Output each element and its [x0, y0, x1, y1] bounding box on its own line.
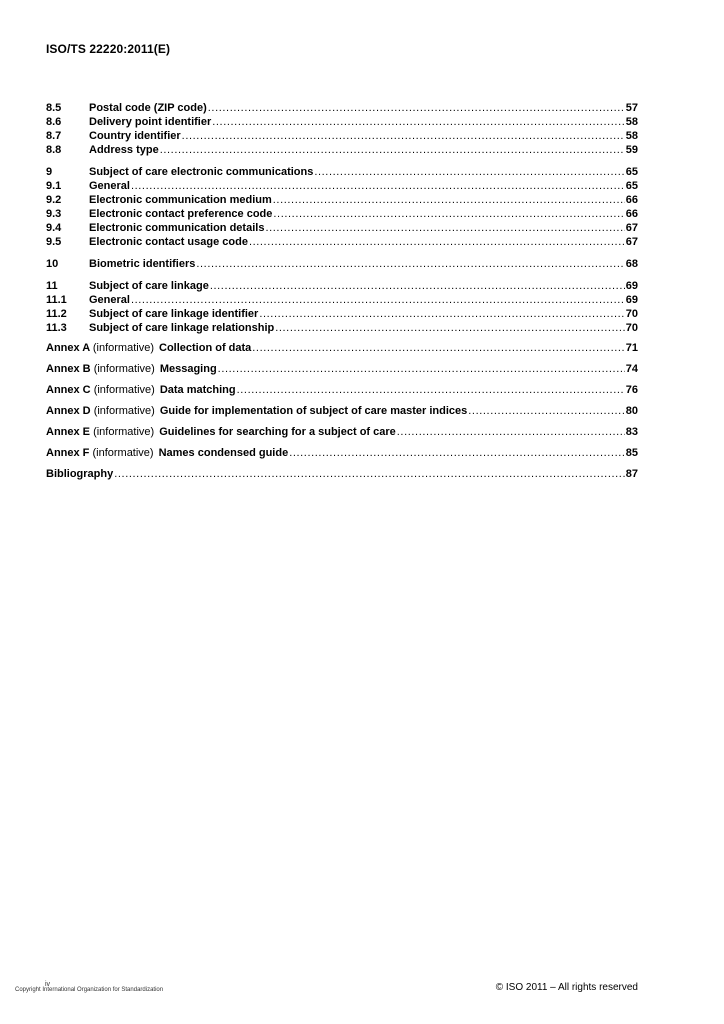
- toc-number: 11.1: [46, 294, 67, 306]
- dot-leader: [397, 422, 625, 443]
- toc-annex-d[interactable]: [46, 401, 638, 422]
- toc-page: 59: [625, 144, 638, 156]
- toc-title: Biometric identifiers: [89, 258, 196, 270]
- dot-leader: [249, 235, 625, 249]
- toc-number: 9: [46, 166, 53, 178]
- toc-number: 9.2: [46, 194, 62, 206]
- toc-page: 76: [625, 384, 638, 396]
- toc-title: Guidelines for searching for a subject of care: [159, 426, 396, 438]
- toc-entry-9[interactable]: [46, 165, 638, 179]
- toc-page: 66: [625, 194, 638, 206]
- toc-annex-b[interactable]: [46, 359, 638, 380]
- toc-title: Electronic communication details: [89, 222, 265, 234]
- toc-number: 8.5: [46, 102, 62, 114]
- annex-label: Annex E (informative): [46, 426, 155, 438]
- toc-entry-11[interactable]: [46, 279, 638, 293]
- toc-title: Subject of care linkage: [89, 280, 209, 292]
- toc-page: 69: [625, 294, 638, 306]
- toc-number: 9.4: [46, 222, 62, 234]
- toc-title: Bibliography: [46, 468, 114, 480]
- toc-annex-f[interactable]: [46, 443, 638, 464]
- toc-page: 65: [625, 180, 638, 192]
- toc-entry-8-5[interactable]: [46, 101, 638, 115]
- toc-title: Names condensed guide: [158, 447, 289, 459]
- toc-number: 11.2: [46, 308, 67, 320]
- toc-page: 70: [625, 308, 638, 320]
- toc-title: Electronic contact usage code: [89, 236, 248, 248]
- annex-label: Annex F (informative): [46, 447, 154, 459]
- toc-title: Subject of care electronic communications: [89, 166, 314, 178]
- toc-entry-11-3[interactable]: [46, 321, 638, 335]
- copyright-text: Copyright International Organization for Standardization: [15, 987, 164, 993]
- dot-leader: [265, 221, 624, 235]
- annex-label: Annex B (informative): [46, 363, 155, 375]
- dot-leader: [196, 257, 624, 271]
- toc-number: 11: [46, 280, 58, 292]
- dot-leader: [160, 143, 625, 157]
- toc-page: 68: [625, 258, 638, 270]
- toc-entry-11-2[interactable]: [46, 307, 638, 321]
- toc-entry-9-3[interactable]: [46, 207, 638, 221]
- toc-entry-8-7[interactable]: [46, 129, 638, 143]
- toc-annex-a[interactable]: [46, 338, 638, 359]
- toc-number: 9.3: [46, 208, 62, 220]
- toc-title: Electronic communication medium: [89, 194, 272, 206]
- toc-title: Subject of care linkage identifier: [89, 308, 259, 320]
- toc-number: 8.8: [46, 144, 62, 156]
- toc-entry-10[interactable]: [46, 257, 638, 271]
- toc-number: 9.5: [46, 236, 62, 248]
- toc-entry-8-8[interactable]: [46, 143, 638, 157]
- toc-entry-9-2[interactable]: [46, 193, 638, 207]
- toc-page: 83: [625, 426, 638, 438]
- toc-page: 70: [625, 322, 638, 334]
- toc-page: 58: [625, 116, 638, 128]
- toc-number: 10: [46, 258, 59, 270]
- dot-leader: [237, 380, 625, 401]
- toc-entry-9-4[interactable]: [46, 221, 638, 235]
- dot-leader: [275, 321, 625, 335]
- page-number: iv: [45, 981, 51, 988]
- toc-title: Country identifier: [89, 130, 181, 142]
- dot-leader: [131, 293, 625, 307]
- dot-leader: [218, 359, 625, 380]
- toc-entry-9-5[interactable]: [46, 235, 638, 249]
- annex-label: Annex A (informative): [46, 342, 154, 354]
- toc-title: Postal code (ZIP code): [89, 102, 207, 114]
- toc-number: 11.3: [46, 322, 67, 334]
- dot-leader: [212, 115, 625, 129]
- toc-title: General: [89, 180, 130, 192]
- table-of-contents: [46, 101, 638, 485]
- copyright-notice-left: [15, 981, 164, 993]
- toc-number: 8.6: [46, 116, 62, 128]
- toc-page: 80: [625, 405, 638, 417]
- toc-annex-c[interactable]: [46, 380, 638, 401]
- dot-leader: [208, 101, 625, 115]
- toc-title: Delivery point identifier: [89, 116, 212, 128]
- toc-bibliography[interactable]: [46, 464, 638, 485]
- toc-title: Collection of data: [159, 342, 252, 354]
- toc-title: Guide for implementation of subject of care master indices: [159, 405, 468, 417]
- dot-leader: [131, 179, 625, 193]
- toc-page: 67: [625, 236, 638, 248]
- toc-page: 66: [625, 208, 638, 220]
- annex-label: Annex D (informative): [46, 405, 155, 417]
- toc-page: 69: [625, 280, 638, 292]
- document-header: ISO/TS 22220:2011(E): [46, 42, 171, 56]
- toc-title: General: [89, 294, 130, 306]
- toc-title: Address type: [89, 144, 159, 156]
- dot-leader: [273, 207, 624, 221]
- toc-entry-11-1[interactable]: [46, 293, 638, 307]
- toc-number: 8.7: [46, 130, 62, 142]
- toc-page: 74: [625, 363, 638, 375]
- copyright-notice-right: © ISO 2011 – All rights reserved: [495, 982, 638, 993]
- dot-leader: [210, 279, 625, 293]
- toc-page: 85: [625, 447, 638, 459]
- toc-page: 67: [625, 222, 638, 234]
- toc-title: Messaging: [159, 363, 217, 375]
- dot-leader: [314, 165, 624, 179]
- dot-leader: [182, 129, 625, 143]
- dot-leader: [273, 193, 625, 207]
- toc-entry-9-1[interactable]: [46, 179, 638, 193]
- dot-leader: [259, 307, 624, 321]
- toc-title: Subject of care linkage relationship: [89, 322, 275, 334]
- toc-annex-e[interactable]: [46, 422, 638, 443]
- annex-label: Annex C (informative): [46, 384, 155, 396]
- toc-number: 9.1: [46, 180, 62, 192]
- toc-page: 58: [625, 130, 638, 142]
- toc-page: 87: [625, 468, 638, 480]
- dot-leader: [114, 464, 625, 485]
- toc-page: 71: [625, 342, 638, 354]
- toc-title: Data matching: [159, 384, 236, 396]
- toc-page: 65: [625, 166, 638, 178]
- toc-title: Electronic contact preference code: [89, 208, 273, 220]
- toc-entry-8-6[interactable]: [46, 115, 638, 129]
- dot-leader: [289, 443, 625, 464]
- dot-leader: [252, 338, 624, 359]
- dot-leader: [468, 401, 624, 422]
- toc-page: 57: [625, 102, 638, 114]
